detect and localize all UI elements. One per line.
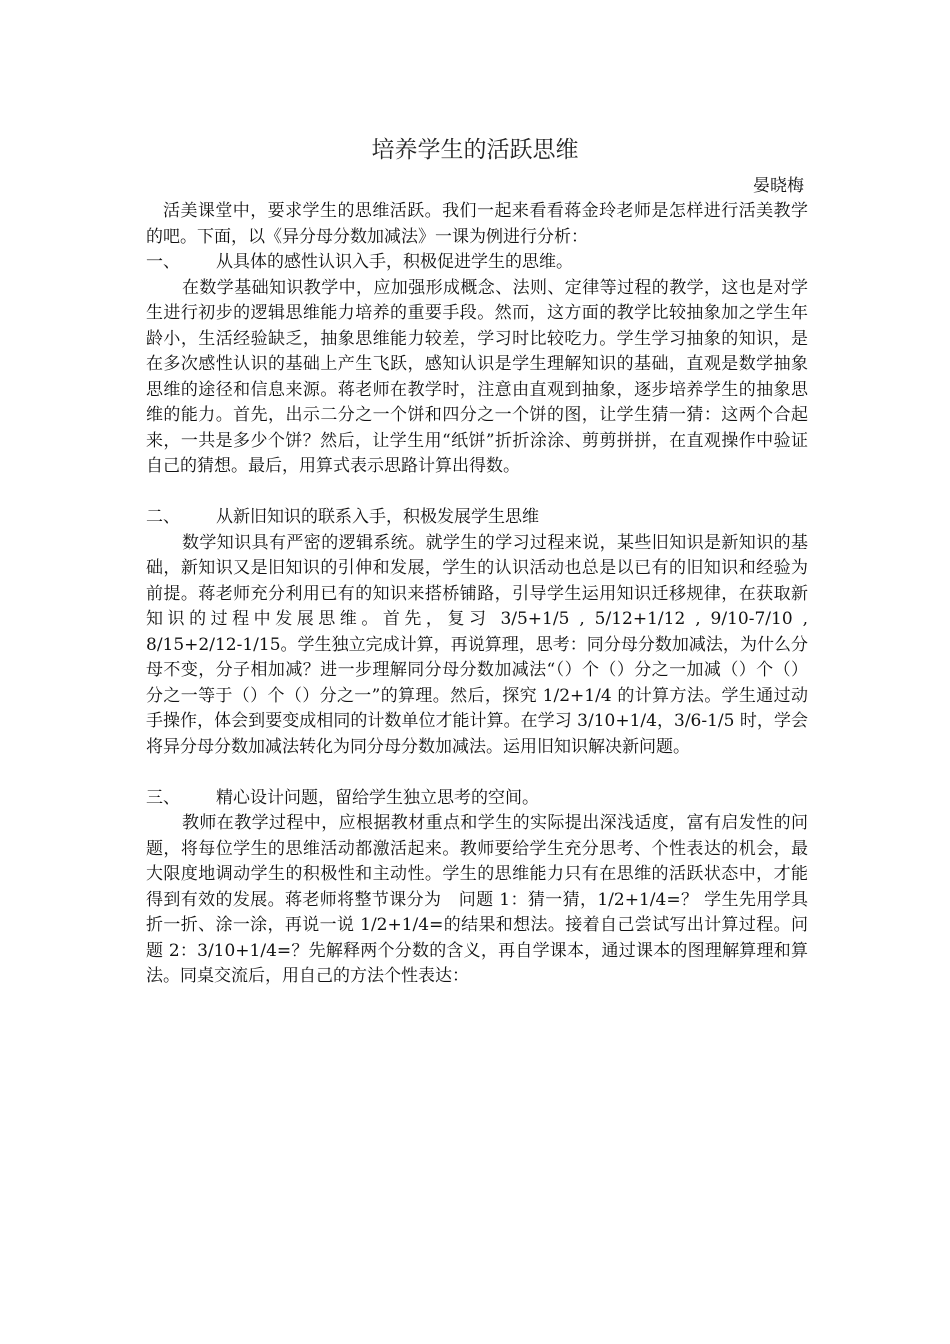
section-number: 三、 <box>146 787 180 808</box>
section-heading-text: 从新旧知识的联系入手，积极发展学生思维 <box>216 507 539 527</box>
section-heading-text: 从具体的感性认识入手，积极促进学生的思维。 <box>216 252 573 272</box>
author-name: 晏晓梅 <box>753 176 804 196</box>
section-heading-text: 精心设计问题，留给学生独立思考的空间。 <box>216 787 539 808</box>
section-paragraph-1: 在数学基础知识教学中，应加强形成概念、法则、定律等过程的教学，这也是对学生进行初步的逻辑思维能力培养的重要手段。然而，这方面的教学比较抽象加之学生年龄小，生活经验缺乏，抽象思维能力较差，学习时比较吃力。学生学习抽象的知识，是在多次感性认识的基础上产生飞跃，感知认识是学生理解知识的基础，直观是数学抽象思维的途径和信息来源。蒋老师在教学时，注意由直观到抽象，逐步培养学生的抽象思维的能力。首先，出示二分之一个饼和四分之一个饼的图，让学生猜一猜：这两个合起来，一共是多少个饼？然后，让学生用“纸饼”折折涂涂、剪剪拼拼，在直观操作中验证自己的猜想。最后，用算式表示思路计算出得数。 <box>146 277 808 476</box>
document-body <box>146 199 808 990</box>
blank-line <box>146 480 808 506</box>
intro-paragraph: 活美课堂中，要求学生的思维活跃。我们一起来看看蒋金玲老师是怎样进行活美教学的吧。下面，以《异分母分数加减法》一课为例进行分析： <box>146 201 808 247</box>
section-number: 二、 <box>146 507 180 527</box>
section-paragraph-3: 教师在教学过程中，应根据教材重点和学生的实际提出深浅适度，富有启发性的问题，将每位学生的思维活动都激活起来。教师要给学生充分思考、个性表达的机会，最大限度地调动学生的积极性和主动性。学生的思维能力只有在思维的活跃状态中，才能得到有效的发展。蒋老师将整节课分为 问题 1：猜一猜，1/2+1/4=？ 学生先用学具折一折、涂一涂，再说一说 1/2+1/4=的结果和想法。接着自己尝试写出计算过程。问题 2：3/10+1/4=？先解释两个分数的含义，再自学课本，通过课本的图理解算理和算法。同桌交流后，用自己的方法个性表达： <box>146 813 808 986</box>
section-number: 一、 <box>146 252 180 272</box>
section-heading-2 <box>146 505 808 531</box>
document-title: 培养学生的活跃思维 <box>371 137 579 163</box>
blank-line <box>146 760 808 786</box>
section-paragraph-2: 数学知识具有严密的逻辑系统。就学生的学习过程来说，某些旧知识是新知识的基础，新知识又是旧知识的引伸和发展，学生的认识活动也总是以已有的旧知识和经验为前提。蒋老师充分利用已有的知识来搭桥铺路，引导学生运用知识迁移规律，在获取新知识的过程中发展思维。首先，复习 3/5+1/5 , 5/12+1/12 , 9/10-7/10 , 8/15+2/12-1/15。学生独立完成计算，再说算理，思考：同分母分数加减法，为什么分母不变，分子相加减？进一步理解同分母分数加减法“（）个（）分之一加减（）个（）分之一等于（）个（）分之一”的算理。然后，探究 1/2+1/4 的计算方法。学生通过动手操作，体会到要变成相同的计数单位才能计算。在学习 3/10+1/4，3/6-1/5 时，学会将异分母分数加减法转化为同分母分数加减法。运用旧知识解决新问题。 <box>146 532 808 757</box>
section-heading-3 <box>146 786 808 812</box>
section-heading-1 <box>146 250 808 276</box>
